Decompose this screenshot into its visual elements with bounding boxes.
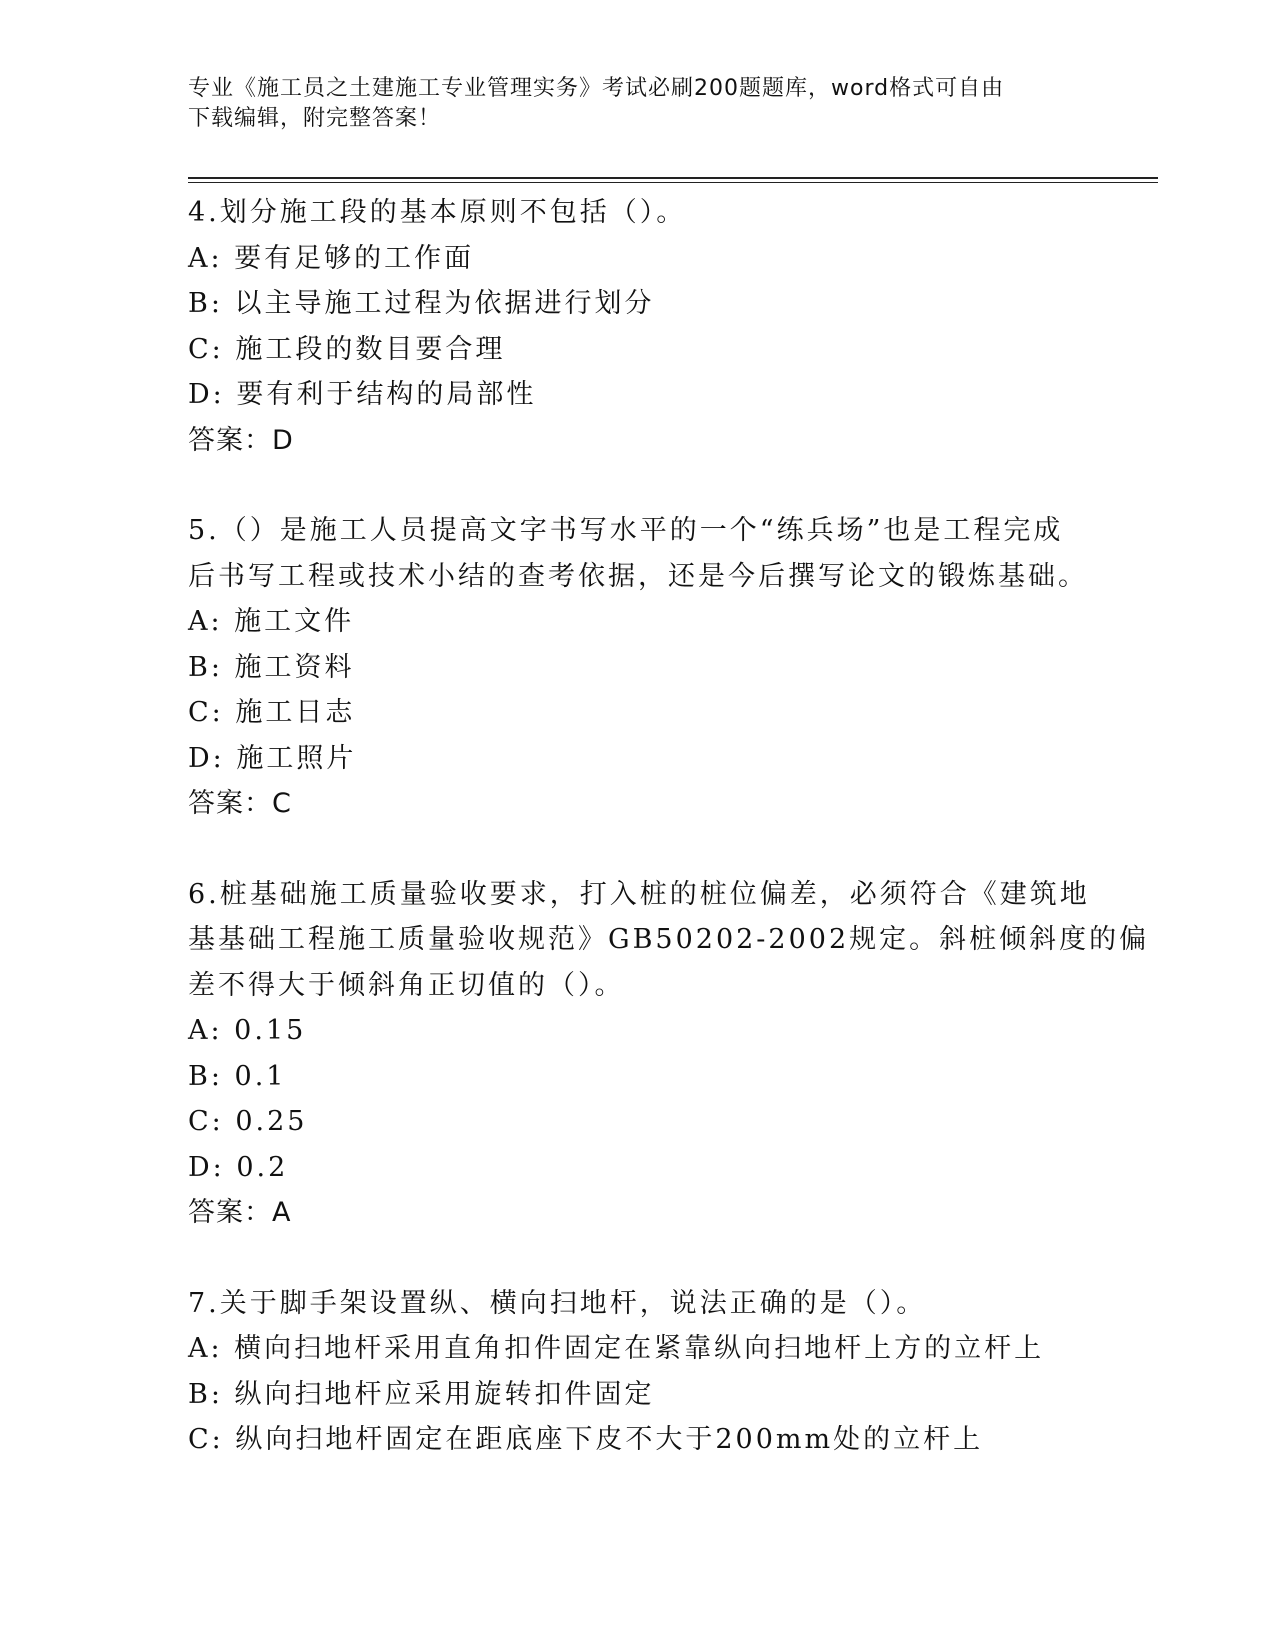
question-5 — [188, 508, 1088, 827]
option-c: C: 施工日志 — [188, 697, 356, 728]
option-b: B: 施工资料 — [188, 651, 355, 683]
option-d: D: 0.2 — [188, 1151, 289, 1183]
answer: 答案：D — [188, 424, 294, 456]
option-a: A: 横向扫地杆采用直角扣件固定在紧靠纵向扫地杆上方的立杆上 — [188, 1333, 1045, 1364]
answer: 答案：A — [188, 1197, 292, 1228]
question-stem: 4.划分施工段的基本原则不包括（）。 — [188, 197, 687, 228]
option-a: A: 要有足够的工作面 — [188, 242, 475, 274]
option-d: D: 要有利于结构的局部性 — [188, 379, 537, 410]
question-list — [188, 190, 1150, 1508]
option-b: B: 以主导施工过程为依据进行划分 — [188, 288, 655, 319]
header-rule-thin — [188, 182, 1158, 183]
question-4 — [188, 190, 1078, 463]
question-stem: 差不得大于倾斜角正切值的（）。 — [188, 969, 625, 1001]
option-a: A: 0.15 — [188, 1015, 307, 1046]
question-7 — [188, 1281, 1078, 1463]
question-stem: 5.（）是施工人员提高文字书写水平的一个“练兵场”也是工程完成 — [188, 515, 1064, 546]
answer: 答案：C — [188, 788, 292, 819]
header-rule-thick — [188, 177, 1158, 179]
option-c: C: 施工段的数目要合理 — [188, 333, 506, 365]
header-line-1: 专业《施工员之土建施工专业管理实务》考试必刷200题题库，word格式可自由 — [188, 76, 1005, 101]
question-stem: 基基础工程施工质量验收规范》GB50202-2002规定。斜桩倾斜度的偏 — [188, 924, 1150, 955]
option-c: C: 0.25 — [188, 1106, 308, 1137]
option-b: B: 0.1 — [188, 1060, 287, 1092]
option-d: D: 施工照片 — [188, 742, 357, 774]
question-6 — [188, 872, 1150, 1236]
document-header — [188, 74, 1088, 134]
question-stem: 6.桩基础施工质量验收要求，打入桩的桩位偏差，必须符合《建筑地 — [188, 878, 1090, 910]
option-a: A: 施工文件 — [188, 606, 355, 637]
option-b: B: 纵向扫地杆应采用旋转扣件固定 — [188, 1378, 655, 1410]
question-stem: 7.关于脚手架设置纵、横向扫地杆，说法正确的是（）。 — [188, 1287, 927, 1319]
header-line-2: 下载编辑，附完整答案！ — [188, 106, 442, 131]
question-stem: 后书写工程或技术小结的查考依据，还是今后撰写论文的锻炼基础。 — [188, 560, 1088, 592]
option-c: C: 纵向扫地杆固定在距底座下皮不大于200mm处的立杆上 — [188, 1424, 984, 1455]
